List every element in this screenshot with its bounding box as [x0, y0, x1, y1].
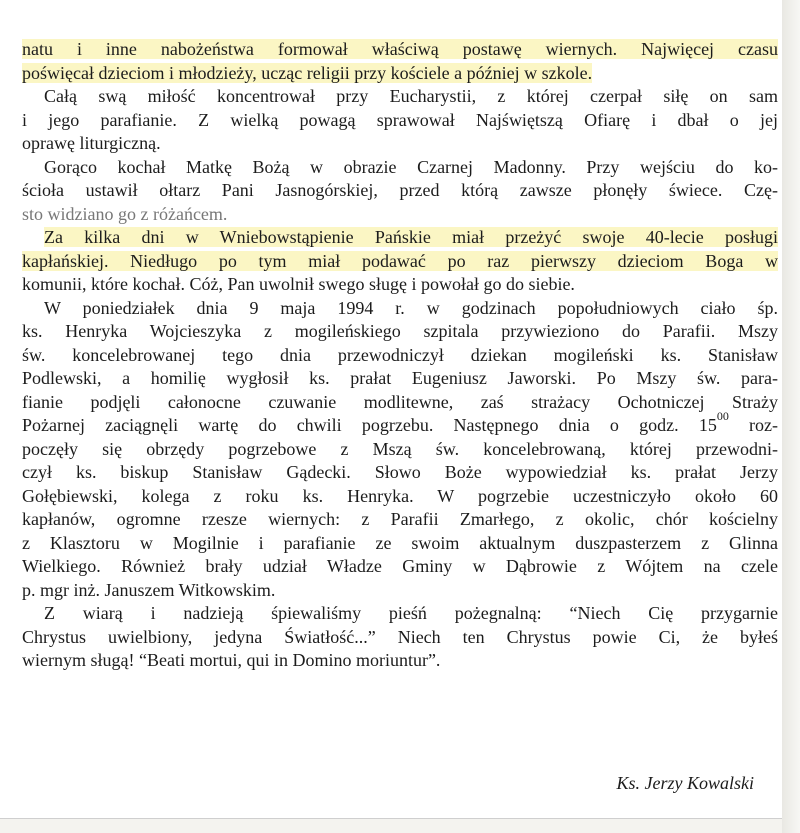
paragraph: [22, 156, 778, 227]
line-text: sto widziano go z różańcem.: [22, 203, 228, 224]
line-text: p. mgr inż. Januszem Witkowskim.: [22, 579, 276, 600]
line-text: ścioła ustawił ołtarz Pani Jasnogórskiej, przed którą zawsze płonęły świece. Czę-: [22, 180, 778, 200]
text-line: [22, 38, 778, 62]
paragraph: [22, 226, 778, 297]
line-text: poczęły się obrzędy pogrzebowe z Mszą św. koncelebrowaną, której przewodni-: [22, 438, 778, 459]
line-text: oprawę liturgiczną.: [22, 133, 161, 153]
line-text: z Klasztoru w Mogilnie i parafianie ze swoim aktualnym duszpasterzem z Glinna: [22, 532, 778, 553]
highlighted-text: kapłańskiej. Niedługo po tym miał podawać po raz pierwszy dzieciom Boga w: [22, 250, 778, 271]
text-line: [22, 367, 778, 391]
highlighted-text: poświęcał dzieciom i młodzieży, ucząc religii przy kościele a później w szkole.: [22, 62, 593, 83]
paragraph: [22, 38, 778, 85]
highlighted-text: natu i inne nabożeństwa formował właściwą postawę wiernych. Najwięcej czasu: [22, 39, 778, 59]
line-text-continued: roz-: [728, 415, 779, 435]
text-line: [22, 62, 778, 86]
text-line: [22, 179, 778, 203]
text-line: [22, 226, 778, 250]
line-text: Całą swą miłość koncentrował przy Eucharystii, z której czerpał siłę on sam: [44, 86, 778, 106]
line-text: fianie podjęli całonocne czuwanie modlitewne, zaś strażacy Ochotniczej Straży: [22, 391, 778, 412]
text-line: [22, 297, 778, 321]
line-text: ks. Henryka Wojcieszyka z mogileńskiego szpitala przywieziono do Parafii. Mszy: [22, 321, 778, 341]
text-line: [22, 508, 778, 532]
line-text: Pożarnej zaciągnęli wartę do chwili pogrzebu. Następnego dnia o godz. 15: [22, 415, 717, 435]
scan-edge: [782, 0, 800, 833]
text-line: [22, 156, 778, 180]
line-text: Gorąco kochał Matkę Bożą w obrazie Czarnej Madonny. Przy wejściu do ko-: [44, 156, 778, 177]
line-text: Z wiarą i nadzieją śpiewaliśmy pieśń pożegnalną: “Niech Cię przygarnie: [44, 603, 778, 623]
text-line: [22, 438, 778, 462]
line-text: W poniedziałek dnia 9 maja 1994 r. w godzinach popołudniowych ciało śp.: [44, 297, 778, 318]
text-line: [22, 626, 778, 650]
text-line: [22, 273, 778, 297]
text-line: [22, 109, 778, 133]
text-line: [22, 250, 778, 274]
text-line: [22, 532, 778, 556]
superscript: 00: [716, 409, 729, 423]
text-line: [22, 203, 778, 227]
text-line: [22, 602, 778, 626]
line-text: Chrystus uwielbiony, jedyna Światłość...” Niech ten Chrystus powie Ci, że byłeś: [22, 626, 778, 647]
text-line: [22, 649, 778, 673]
line-text: wiernym sługą! “Beati mortui, qui in Domino moriuntur”.: [22, 650, 441, 670]
line-text: i jego parafianie. Z wielką powagą sprawował Najświętszą Ofiarę i dbał o jej: [22, 109, 778, 130]
text-line: [22, 344, 778, 368]
line-text: Podlewski, a homilię wygłosił ks. prałat Eugeniusz Jaworski. Po Mszy św. para-: [22, 368, 778, 388]
text-line: [22, 555, 778, 579]
highlighted-text: Za kilka dni w Wniebowstąpienie Pańskie miał przeżyć swoje 40-lecie posługi: [44, 227, 778, 247]
text-line: [22, 85, 778, 109]
line-text: Wielkiego. Również brały udział Władze Gminy w Dąbrowie z Wójtem na czele: [22, 556, 778, 576]
paragraph: [22, 297, 778, 603]
line-text: czył ks. biskup Stanisław Gądecki. Słowo Boże wypowiedział ks. prałat Jerzy: [22, 462, 778, 482]
line-text: Gołębiewski, kolega z roku ks. Henryka. W pogrzebie uczestniczyło około 60: [22, 485, 778, 506]
text-line: [22, 132, 778, 156]
text-line: [22, 461, 778, 485]
text-line: [22, 485, 778, 509]
article-text: [22, 38, 778, 673]
text-line: [22, 320, 778, 344]
text-line: [22, 391, 778, 415]
line-text: komunii, które kochał. Cóż, Pan uwolnił swego sługę i powołał go do siebie.: [22, 274, 575, 294]
text-line: [22, 409, 779, 438]
line-text: kapłanów, ogromne rzesze wiernych: z Parafii Zmarłego, z okolic, chór kościelny: [22, 509, 778, 529]
paragraph: [22, 85, 778, 156]
text-line: [22, 579, 778, 603]
paragraph: [22, 602, 778, 673]
author-signature: Ks. Jerzy Kowalski: [616, 773, 754, 793]
line-text: św. koncelebrowanej tego dnia przewodniczył dziekan mogileński ks. Stanisław: [22, 344, 778, 365]
